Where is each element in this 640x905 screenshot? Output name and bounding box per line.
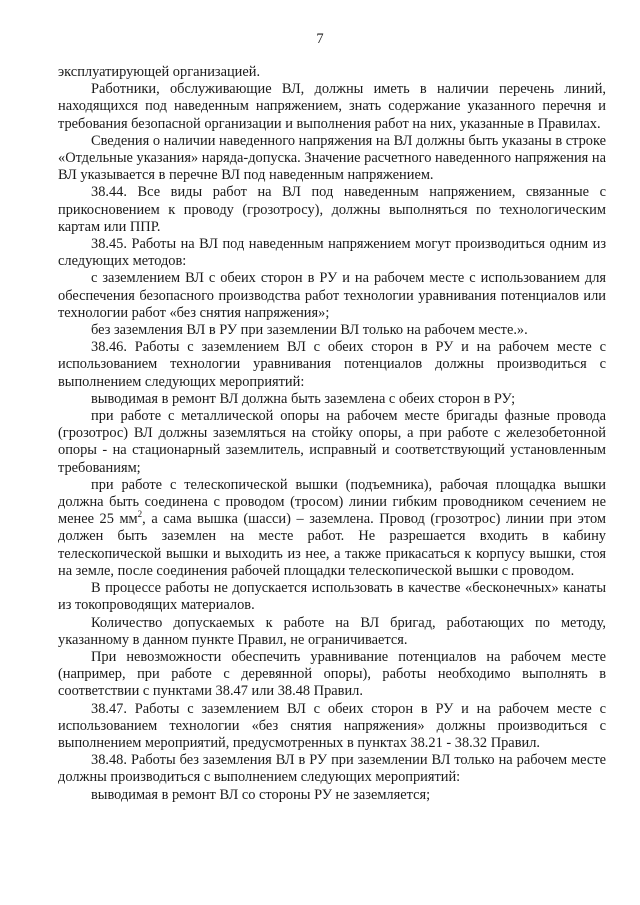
paragraph-38-44: 38.44. Все виды работ на ВЛ под наведенным напряжением, связанные с прикосновением к проводу (грозотросу), должны выполняться по технологическим картам или ППР. xyxy=(58,184,606,235)
document-body xyxy=(58,64,606,804)
telescopic-text-after: , а сама вышка (шасси) – заземлена. Провод (грозотрос) линии при этом должен быть заземлен на месте работ. Не разрешается входить в кабину телескопической вышки и выходить из нее, а также прикасаться к корпусу вышки, стоя на земле, после соединения рабочей площадки телескопической вышки с проводом. xyxy=(58,511,606,579)
paragraph-metal-support: при работе с металлической опоры на рабочем месте бригады фазные провода (грозотрос) ВЛ должны заземляться на стойку опоры, а при работе с железобетонной опоры - на стационарный заземлитель, исправный и соответствующий установленным требованиям; xyxy=(58,408,606,476)
paragraph-method-ungrounded: без заземления ВЛ в РУ при заземлении ВЛ только на рабочем месте.». xyxy=(91,322,528,339)
paragraph-not-grounded-ru: выводимая в ремонт ВЛ со стороны РУ не заземляется; xyxy=(91,786,431,803)
paragraph-potential-equalization: При невозможности обеспечить уравнивание потенциалов на рабочем месте (например, при работе с деревянной опоры), работы необходимо выполнять в соответствии с пунктами 38.47 или 38.48 Правил. xyxy=(58,648,606,700)
paragraph-38-47: 38.47. Работы с заземлением ВЛ с обеих сторон в РУ и на рабочем месте с использованием технологии «без снятия напряжения» должны производиться с выполнением мероприятий, предусмотренных в пунктах 38.21 - 38.32 Правил. xyxy=(58,700,606,751)
page-number: 7 xyxy=(316,31,324,47)
paragraph-workers-list: Работники, обслуживающие ВЛ, должны иметь в наличии перечень линий, находящихся под наведенным напряжением, знать содержание указанного перечня и требования безопасной организации и выполнения работ на них, указанные в Правилах. xyxy=(58,81,606,132)
superscript-2: 2 xyxy=(137,509,143,520)
paragraph-grounded-both-sides: выводимая в ремонт ВЛ должна быть заземлена с обеих сторон в РУ; xyxy=(91,390,516,407)
paragraph-endless-ropes: В процессе работы не допускается использовать в качестве «бесконечных» канаты из токопроводящих материалов. xyxy=(58,580,606,614)
paragraph-continuation: эксплуатирующей организацией. xyxy=(58,64,261,80)
paragraph-induced-voltage-info: Сведения о наличии наведенного напряжения на ВЛ должны быть указаны в строке «Отдельные указания» наряда-допуска. Значение расчетного наведенного напряжения на ВЛ указывается в перечне ВЛ под наведенным напряжением. xyxy=(58,132,606,184)
paragraph-telescopic-tower xyxy=(58,477,606,580)
paragraph-38-45: 38.45. Работы на ВЛ под наведенным напряжением могут производиться одним из следующих методов: xyxy=(58,236,606,270)
paragraph-38-46: 38.46. Работы с заземлением ВЛ с обеих сторон в РУ и на рабочем месте с использованием технологии уравнивания потенциалов должны производиться с выполнением следующих мероприятий: xyxy=(58,339,606,390)
telescopic-text-before: при работе с телескопической вышки (подъемника), рабочая площадка вышки должна быть соединена с проводом (тросом) линии гибким проводником сечением не менее 25 мм xyxy=(58,476,606,528)
paragraph-method-grounded: с заземлением ВЛ с обеих сторон в РУ и на рабочем месте с использованием для обеспечения безопасного производства работ технологии уравнивания потенциалов или технологии работ «без снятия напряжения»; xyxy=(58,270,606,321)
paragraph-brigade-count: Количество допускаемых к работе на ВЛ бригад, работающих по методу, указанному в данном пункте Правил, не ограничивается. xyxy=(58,614,606,648)
paragraph-38-48: 38.48. Работы без заземления ВЛ в РУ при заземлении ВЛ только на рабочем месте должны производиться с выполнением следующих мероприятий: xyxy=(58,752,606,786)
